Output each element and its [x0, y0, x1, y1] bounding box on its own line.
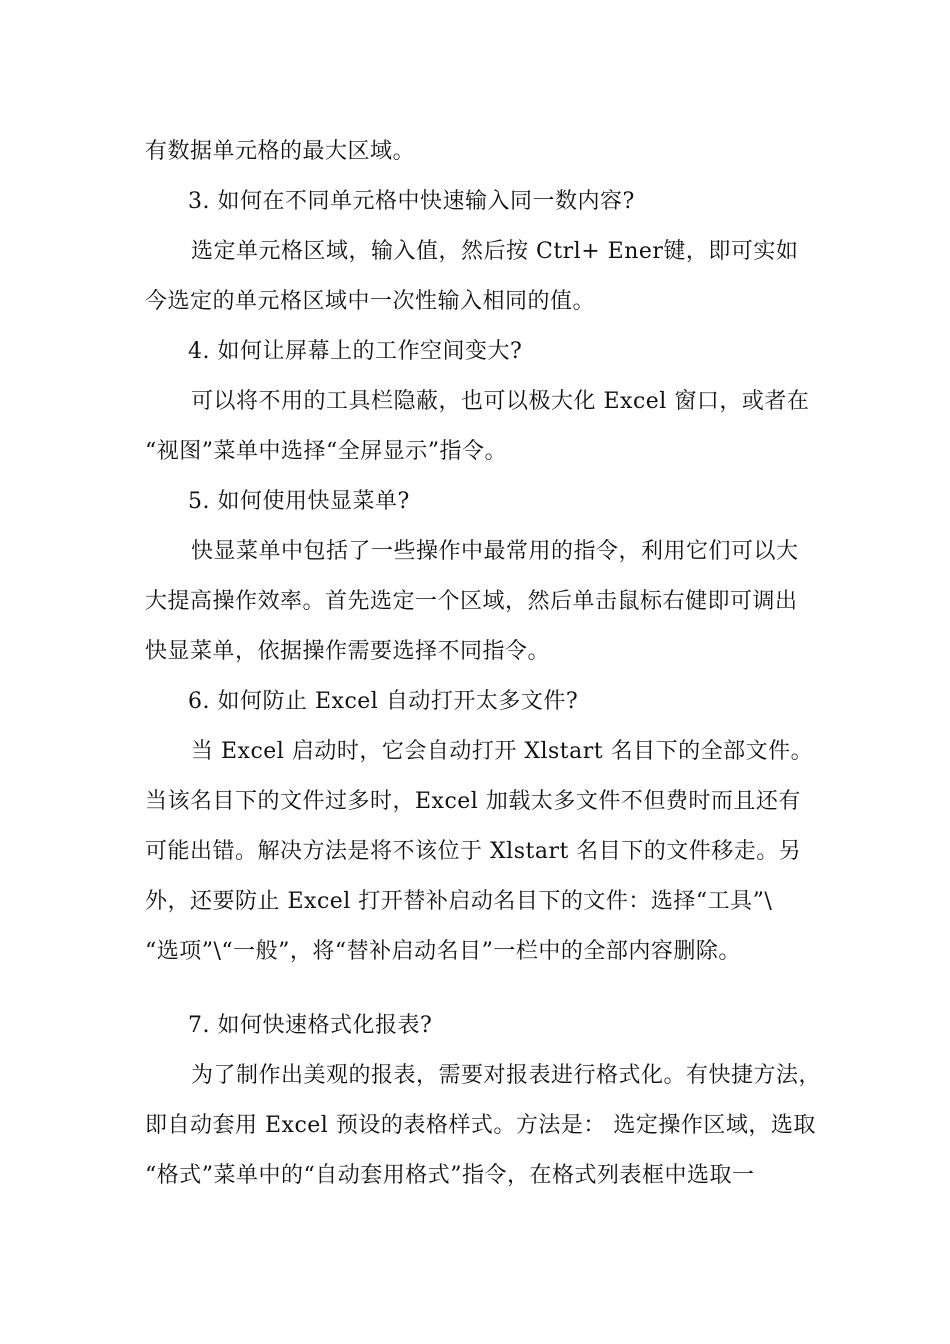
paragraph-line: 可能出错。解决方法是将不该位于 Xlstart 名目下的文件移走。另 [145, 839, 802, 864]
paragraph-line: “视图”菜单中选择“全屏显示”指令。 [145, 439, 507, 464]
paragraph-line: 即自动套用 Excel 预设的表格样式。方法是： 选定操作区域，选取 [145, 1113, 816, 1138]
question-heading-3: 3. 如何在不同单元格中快速输入同一数内容? [188, 189, 635, 214]
question-heading-4: 4. 如何让屏幕上的工作空间变大? [188, 339, 523, 364]
paragraph-line: 外，还要防止 Excel 打开替补启动名目下的文件：选择“工具”\ [145, 889, 773, 914]
paragraph-line: 当 Excel 启动时，它会自动打开 Xlstart 名目下的全部文件。 [191, 739, 814, 764]
paragraph-line: 快显菜单中包括了一些操作中最常用的指令，利用它们可以大 [191, 539, 799, 564]
paragraph-line: 当该名目下的文件过多时，Excel 加载太多文件不但费时而且还有 [145, 789, 801, 814]
question-heading-6: 6. 如何防止 Excel 自动打开太多文件? [188, 689, 579, 714]
paragraph-line: 今选定的单元格区域中一次性输入相同的值。 [145, 289, 596, 314]
question-heading-5: 5. 如何使用快显菜单? [188, 489, 410, 514]
paragraph-line: 选定单元格区域，输入值，然后按 Ctrl+ Ener键，即可实如 [191, 239, 799, 264]
paragraph-line: 为了制作出美观的报表，需要对报表进行格式化。有快捷方法， [191, 1063, 822, 1088]
paragraph-line: “格式”菜单中的“自动套用格式”指令，在格式列表框中选取一 [145, 1163, 755, 1188]
paragraph-line: 快显菜单，依据操作需要选择不同指令。 [145, 639, 551, 664]
paragraph-line: 可以将不用的工具栏隐蔽，也可以极大化 Excel 窗口，或者在 [191, 389, 810, 414]
paragraph-line: 有数据单元格的最大区域。 [145, 139, 416, 164]
question-heading-7: 7. 如何快速格式化报表? [188, 1013, 433, 1038]
paragraph-line: “选项”\“一般”，将“替补启动名目”一栏中的全部内容删除。 [145, 939, 741, 964]
paragraph-line: 大提高操作效率。首先选定一个区域，然后单击鼠标右健即可调出 [145, 589, 798, 614]
